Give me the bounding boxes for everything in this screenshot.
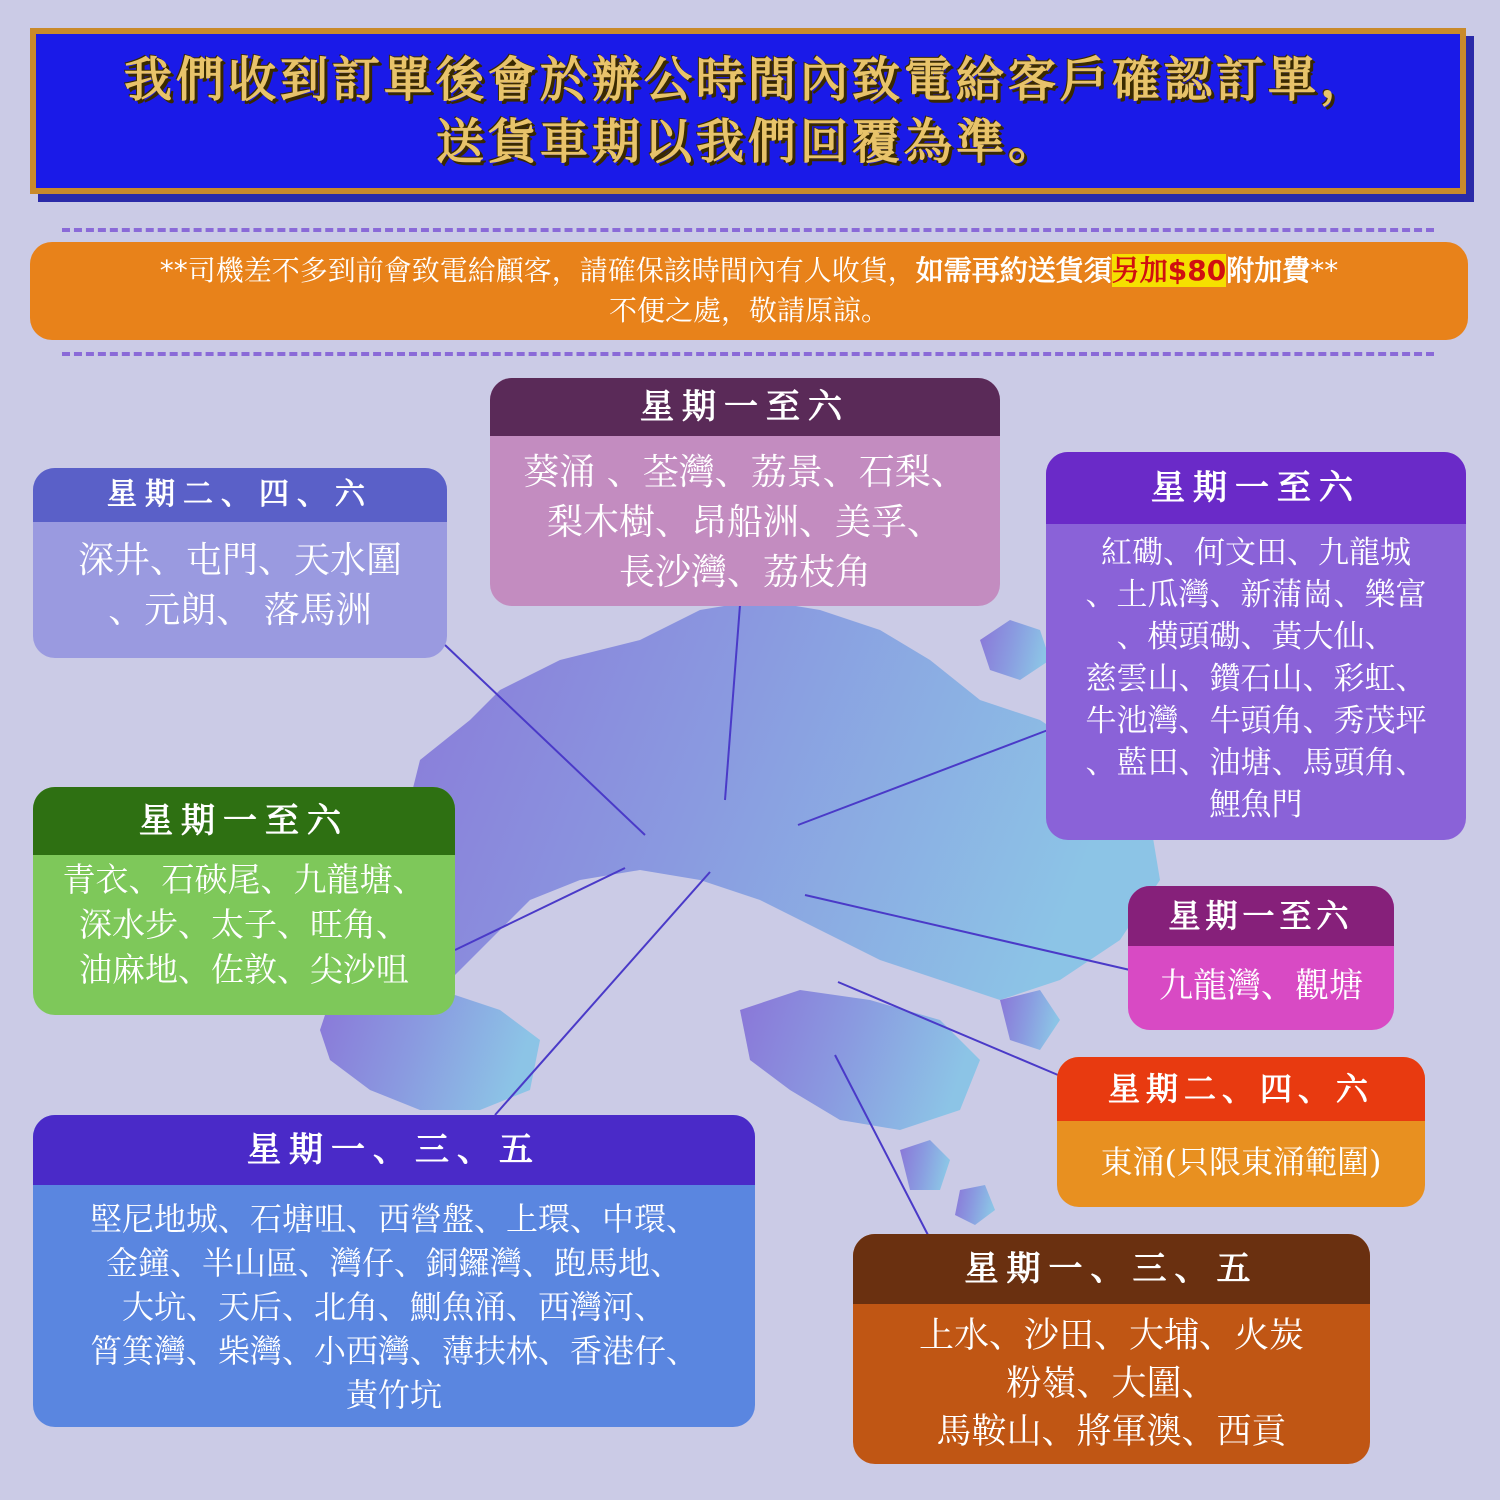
notice-text-d: ** <box>1310 254 1339 287</box>
area-line: 深水步、太子、旺角、 <box>79 905 409 944</box>
area-line: 青衣、石硤尾、九龍塘、 <box>62 860 426 899</box>
notice-text-a: **司機差不多到前會致電給顧客，請確保該時間內有人收貨， <box>159 254 916 287</box>
area-card-sham-tseng <box>33 468 447 658</box>
area-line: 長沙灣、荔枝角 <box>618 552 871 593</box>
card-day-header: 星期一至六 <box>33 787 455 855</box>
area-card-tung-chung <box>1057 1057 1425 1207</box>
area-line: 粉嶺、大圍、 <box>1006 1364 1217 1404</box>
card-day-header: 星期二、四、六 <box>1057 1057 1425 1121</box>
card-area-list <box>853 1304 1370 1456</box>
area-line: 上水、沙田、大埔、火炭 <box>918 1316 1304 1356</box>
area-line: 牛池灣、牛頭角、秀茂坪 <box>1085 703 1427 739</box>
area-line: 筲箕灣、柴灣、小西灣、薄扶林、香港仔、 <box>89 1332 698 1370</box>
area-line: 、横頭磡、黃大仙、 <box>1116 619 1396 655</box>
card-day-header: 星期二、四、六 <box>33 468 447 522</box>
notice-text-c: 附加費 <box>1226 254 1311 287</box>
area-card-hk-island <box>33 1115 755 1427</box>
notice-line-2: 不便之處，敬請原諒。 <box>608 294 889 327</box>
area-card-kowloon-bay <box>1128 886 1394 1030</box>
card-day-header: 星期一、三、五 <box>853 1234 1370 1304</box>
card-day-header: 星期一、三、五 <box>33 1115 755 1185</box>
area-line: 東涌(只限東涌範圍) <box>1100 1143 1382 1181</box>
area-line: 葵涌 、荃灣、荔景、石梨、 <box>523 452 967 493</box>
area-line: 、元朗、 落馬洲 <box>108 590 372 631</box>
area-line: 鯉魚門 <box>1209 787 1303 823</box>
card-area-list <box>490 436 1000 598</box>
area-line: 慈雲山、鑽石山、彩虹、 <box>1085 661 1427 697</box>
card-area-list <box>33 1185 755 1417</box>
area-card-kowloon-east <box>1046 452 1466 840</box>
area-card-kowloon-west <box>33 787 455 1015</box>
banner-line-1: 我們收到訂單後會於辦公時間內致電給客戶確認訂單， <box>123 52 1372 108</box>
card-area-list <box>33 855 455 992</box>
area-card-kwai-tsing <box>490 378 1000 606</box>
card-day-header: 星期一至六 <box>1046 452 1466 524</box>
area-line: 梨木樹、昂船洲、美孚、 <box>546 502 943 543</box>
area-card-new-territories <box>853 1234 1370 1464</box>
card-day-header: 星期一至六 <box>490 378 1000 436</box>
notice-text-b: 如需再約送貨須 <box>915 254 1112 287</box>
area-line: 金鐘、半山區、灣仔、銅鑼灣、跑馬地、 <box>105 1244 682 1282</box>
top-banner <box>30 28 1466 194</box>
card-area-list <box>1046 524 1466 826</box>
card-area-list <box>1057 1121 1425 1203</box>
surcharge-highlight: 另加$80 <box>1111 254 1227 287</box>
delivery-notice <box>30 242 1468 340</box>
area-line: 馬鞍山、將軍澳、西貢 <box>936 1412 1287 1452</box>
card-area-list <box>33 522 447 636</box>
area-line: 深井、屯門、天水圍 <box>77 540 402 581</box>
card-day-header: 星期一至六 <box>1128 886 1394 946</box>
banner-line-2: 送貨車期以我們回覆為準。 <box>435 114 1060 170</box>
dashed-divider-top <box>62 228 1434 232</box>
area-line: 紅磡、何文田、九龍城 <box>1101 535 1411 571</box>
card-area-list <box>1128 946 1394 1026</box>
area-line: 堅尼地城、石塘咀、西營盤、上環、中環、 <box>89 1200 698 1238</box>
area-line: 黃竹坑 <box>345 1376 442 1414</box>
area-line: 大坑、天后、北角、鰂魚涌、西灣河、 <box>121 1288 666 1326</box>
area-line: 、藍田、油塘、馬頭角、 <box>1085 745 1427 781</box>
area-line: 九龍灣、觀塘 <box>1159 966 1363 1006</box>
dashed-divider-bottom <box>62 352 1434 356</box>
area-line: 油麻地、佐敦、尖沙咀 <box>79 950 409 989</box>
area-line: 、土瓜灣、新蒲崗、樂富 <box>1085 577 1427 613</box>
notice-line-1 <box>160 251 1339 291</box>
